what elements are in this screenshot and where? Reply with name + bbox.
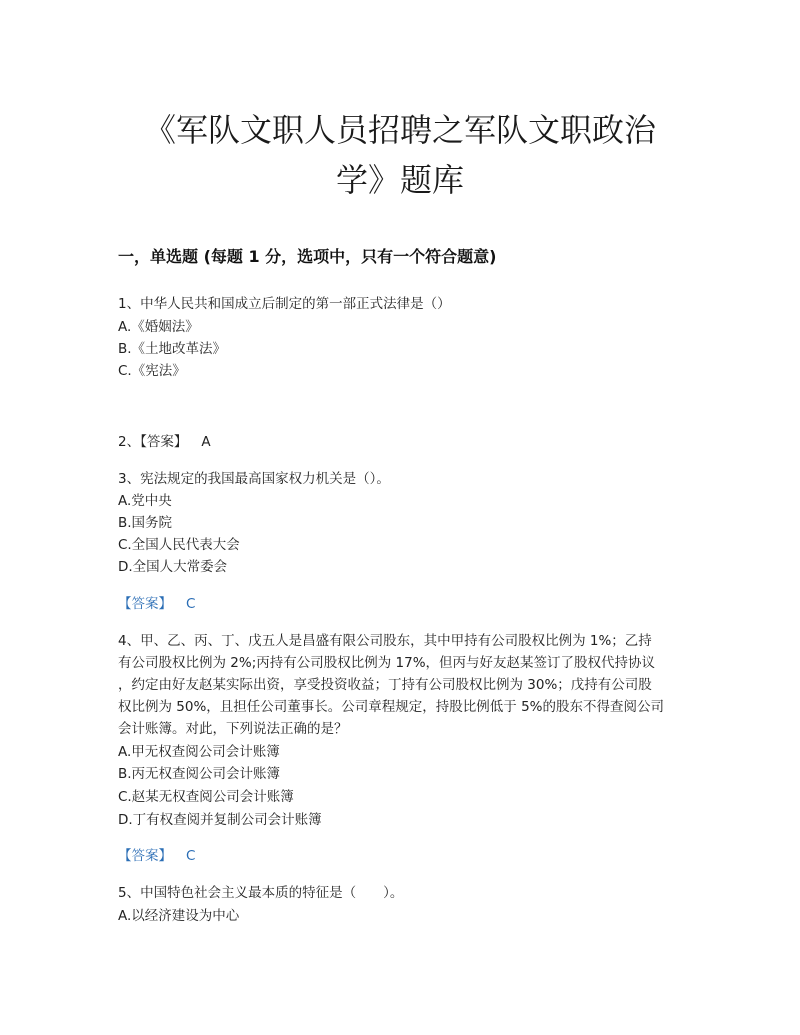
question-2-answer — [118, 432, 211, 452]
question-3-option-b: B.国务院 — [118, 515, 173, 531]
question-4-option-a: A.甲无权查阅公司会计账簿 — [118, 744, 280, 760]
question-3-answer — [118, 594, 195, 614]
question-3-option-d: D.全国人大常委会 — [118, 559, 228, 575]
document-title-line-2: 学》题库 — [335, 161, 464, 199]
document-title-line-1: 《军队文职人员招聘之军队文职政治 — [143, 111, 656, 149]
question-1-option-c: C.《宪法》 — [118, 363, 186, 379]
question-3-option-a: A.党中央 — [118, 493, 172, 509]
question-4-stem-line-2: 有公司股权比例为 2%;丙持有公司股权比例为 17%，但丙与好友赵某签订了股权代持协议 — [118, 655, 656, 671]
question-4-stem-line-4: 权比例为 50%，且担任公司董事长。公司章程规定，持股比例低于 5%的股东不得查阅公司 — [118, 699, 665, 715]
question-4-answer-label: 【答案】 — [118, 848, 172, 864]
question-1-stem: 1、中华人民共和国成立后制定的第一部正式法律是（） — [118, 296, 451, 312]
question-4-answer-value: C — [186, 848, 196, 864]
question-4-stem-line-5: 会计账簿。对此，下列说法正确的是？ — [118, 721, 348, 737]
question-4-option-d: D.丁有权查阅并复制公司会计账簿 — [118, 812, 322, 828]
question-5-stem: 5、中国特色社会主义最本质的特征是（ ）。 — [118, 885, 404, 901]
question-5-option-a: A.以经济建设为中心 — [118, 908, 240, 924]
question-2-prefix: 2、 — [118, 434, 141, 450]
question-1-option-b: B.《土地改革法》 — [118, 341, 227, 357]
question-2-answer-value: A — [201, 434, 211, 450]
question-4-answer — [118, 846, 195, 866]
question-3-option-c: C.全国人民代表大会 — [118, 537, 240, 553]
question-1-option-a: A.《婚姻法》 — [118, 319, 199, 335]
question-3-stem: 3、宪法规定的我国最高国家权力机关是（）。 — [118, 471, 390, 487]
question-4-option-c: C.赵某无权查阅公司会计账簿 — [118, 789, 294, 805]
question-4-stem-line-1: 4、甲、乙、丙、丁、戊五人是昌盛有限公司股东，其中甲持有公司股权比例为 1%；乙持 — [118, 633, 652, 649]
section-heading: 一，单选题 (每题 1 分，选项中，只有一个符合题意) — [118, 247, 497, 266]
question-3-answer-label: 【答案】 — [118, 596, 172, 612]
question-2-answer-label: 【答案】 — [140, 434, 188, 450]
question-3-answer-value: C — [186, 596, 196, 612]
question-4-option-b: B.丙无权查阅公司会计账簿 — [118, 766, 281, 782]
question-4-stem-line-3: ，约定由好友赵某实际出资，享受投资收益；丁持有公司股权比例为 30%；戊持有公司股 — [118, 677, 652, 693]
